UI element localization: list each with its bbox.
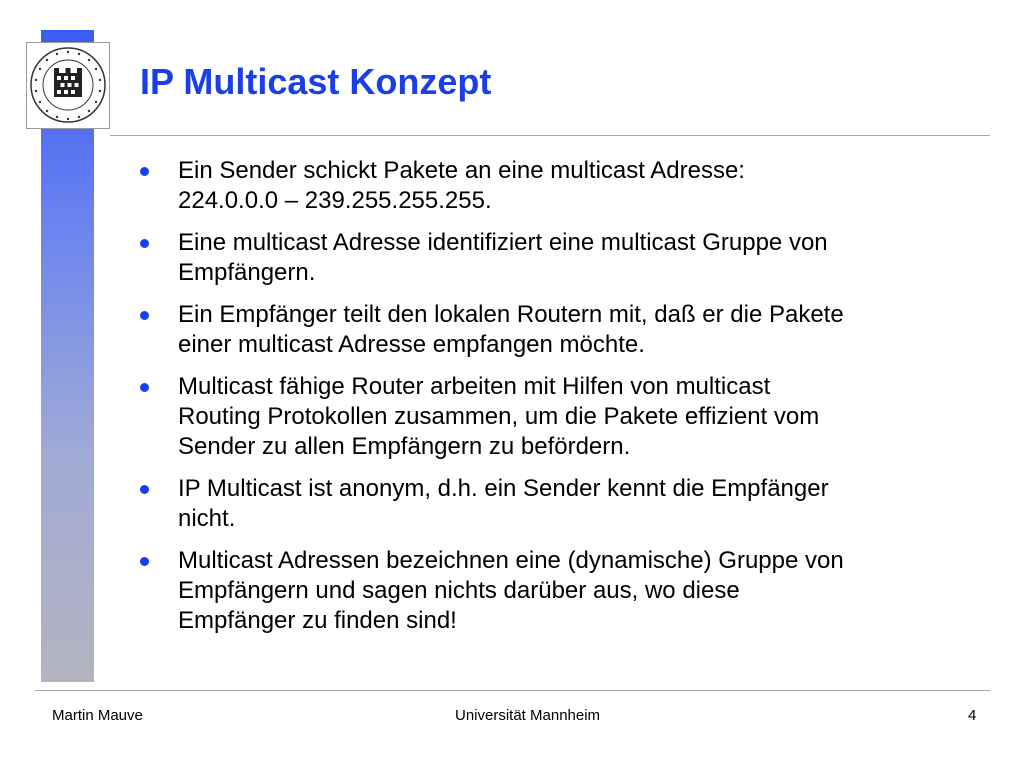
bullet-item bbox=[137, 228, 982, 288]
footer-author: Martin Mauve bbox=[52, 707, 143, 724]
bullet-text-line: Sender zu allen Empfängern zu befördern. bbox=[178, 433, 631, 460]
bullet-item bbox=[137, 372, 982, 462]
footer-page-number: 4 bbox=[968, 707, 977, 724]
bullet-text-line: Eine multicast Adresse identifiziert eine multicast Gruppe von bbox=[178, 229, 828, 256]
bullet-list bbox=[137, 156, 982, 648]
bullet-item bbox=[137, 300, 982, 360]
bullet-dot-icon bbox=[140, 239, 149, 248]
bullet-text-line: einer multicast Adresse empfangen möchte. bbox=[178, 331, 645, 358]
footer-divider bbox=[35, 690, 990, 691]
bullet-dot-icon bbox=[140, 557, 149, 566]
bullet-dot-icon bbox=[140, 167, 149, 176]
title-divider bbox=[110, 135, 990, 136]
bullet-item bbox=[137, 546, 982, 636]
bullet-text-line: Ein Empfänger teilt den lokalen Routern mit, daß er die Pakete bbox=[178, 301, 844, 328]
bullet-text-line: Empfänger zu finden sind! bbox=[178, 607, 457, 634]
bullet-text-line: Ein Sender schickt Pakete an eine multicast Adresse: bbox=[178, 157, 745, 184]
bullet-text-line: nicht. bbox=[178, 505, 236, 532]
bullet-text-line: IP Multicast ist anonym, d.h. ein Sender kennt die Empfänger bbox=[178, 475, 829, 502]
bullet-dot-icon bbox=[140, 383, 149, 392]
bullet-text-line: Multicast fähige Router arbeiten mit Hilfen von multicast bbox=[178, 373, 771, 400]
bullet-item bbox=[137, 156, 982, 216]
university-seal-logo bbox=[26, 42, 110, 129]
bullet-dot-icon bbox=[140, 485, 149, 494]
bullet-text-line: Routing Protokollen zusammen, um die Pakete effizient vom bbox=[178, 403, 820, 430]
bullet-text-line: Empfängern. bbox=[178, 259, 316, 286]
slide-title: IP Multicast Konzept bbox=[140, 61, 492, 102]
bullet-item bbox=[137, 474, 982, 534]
bullet-text-line: Multicast Adressen bezeichnen eine (dynamische) Gruppe von bbox=[178, 547, 844, 574]
seal-graphic bbox=[27, 43, 109, 128]
footer-institution: Universität Mannheim bbox=[455, 707, 601, 724]
bullet-text-line: 224.0.0.0 – 239.255.255.255. bbox=[178, 187, 492, 214]
bullet-text-line: Empfängern und sagen nichts darüber aus, wo diese bbox=[178, 577, 740, 604]
bullet-dot-icon bbox=[140, 311, 149, 320]
